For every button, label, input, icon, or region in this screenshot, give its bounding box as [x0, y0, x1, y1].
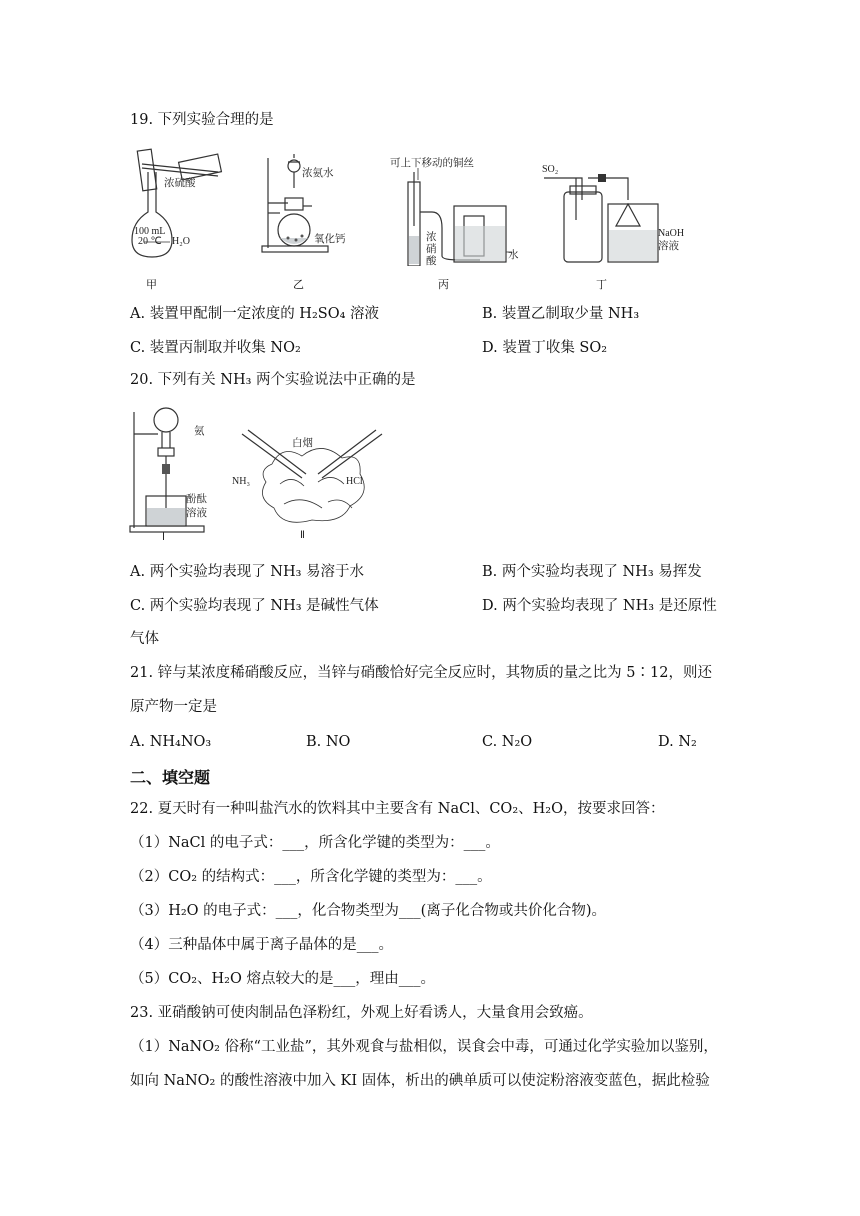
q22-sub1: （1）NaCl 的电子式：___，所含化学键的类型为：___。	[130, 835, 500, 851]
q23-stem: 23. 亚硝酸钠可使肉制品色泽粉红，外观上好看诱人，大量食用会致癌。	[130, 1005, 593, 1021]
jia-acid-label: 浓硫酸	[164, 177, 196, 189]
ii-hcl-label: HCl	[346, 476, 363, 487]
figure-jia	[130, 142, 230, 262]
ding-so2-label: SO₂	[542, 164, 559, 175]
q19-option-d[interactable]: D. 装置丁收集 SO₂	[482, 340, 608, 356]
bing-water-label: 水	[508, 249, 519, 261]
figure-ding	[540, 160, 700, 265]
q20-stem: 20. 下列有关 NH₃ 两个实验说法中正确的是	[130, 372, 416, 388]
q21-option-d[interactable]: D. N₂	[658, 734, 697, 750]
q22-stem: 22. 夏天时有一种叫盐汽水的饮料其中主要含有 NaCl、CO₂、H₂O，按要求回答：	[130, 801, 665, 817]
q19-option-c[interactable]: C. 装置丙制取并收集 NO₂	[130, 340, 301, 356]
caption-ding: 丁	[596, 278, 607, 291]
q19-option-a[interactable]: A. 装置甲配制一定浓度的 H₂SO₄ 溶液	[130, 306, 379, 322]
i-phenol-label-2: 溶液	[186, 507, 207, 519]
ii-nh3-label: NH₃	[232, 476, 250, 487]
q19-stem: 19. 下列实验合理的是	[130, 112, 274, 128]
ii-smoke-label: 白烟	[292, 437, 313, 449]
q20-option-c[interactable]: C. 两个实验均表现了 NH₃ 是碱性气体	[130, 598, 379, 614]
ii-roman-label: Ⅱ	[300, 530, 305, 541]
q21-stem-line2: 原产物一定是	[130, 699, 217, 715]
bing-acid-label-3: 酸	[426, 255, 437, 266]
figure-bing	[390, 156, 520, 266]
q22-sub5: （5）CO₂、H₂O 熔点较大的是___，理由___。	[130, 971, 435, 987]
q21-option-a[interactable]: A. NH₄NO₃	[130, 734, 212, 750]
bing-acid-label-2: 硝	[426, 243, 437, 255]
q21-option-c[interactable]: C. N₂O	[482, 734, 533, 750]
q22-sub3: （3）H₂O 的电子式：___，化合物类型为___(离子化合物或共价化合物)。	[130, 903, 606, 919]
yi-ammonia-label: 浓氨水	[302, 167, 334, 179]
q20-option-a[interactable]: A. 两个实验均表现了 NH₃ 易溶于水	[130, 564, 365, 580]
caption-jia: 甲	[146, 278, 157, 291]
q22-sub4: （4）三种晶体中属于离子晶体的是___。	[130, 937, 393, 953]
caption-bing: 丙	[438, 278, 449, 291]
jia-water-label: H₂O	[172, 236, 190, 247]
q20-option-d-continued: 气体	[130, 631, 159, 647]
figure-i	[128, 404, 218, 542]
bing-wire-label: 可上下移动的铜丝	[390, 157, 474, 169]
q21-stem-line1: 21. 锌与某浓度稀硝酸反应，当锌与硝酸恰好完全反应时，其物质的量之比为 5∶12，则还	[130, 665, 712, 681]
i-ammonia-label: 氨	[194, 425, 205, 437]
figure-ii	[232, 424, 392, 542]
caption-yi: 乙	[293, 278, 304, 291]
q22-sub2: （2）CO₂ 的结构式：___，所含化学键的类型为：___。	[130, 869, 492, 885]
i-phenol-label-1: 酚酞	[186, 493, 207, 505]
q20-option-b[interactable]: B. 两个实验均表现了 NH₃ 易挥发	[482, 564, 702, 580]
bing-acid-label-1: 浓	[426, 231, 437, 243]
q20-option-d[interactable]: D. 两个实验均表现了 NH₃ 是还原性	[482, 598, 717, 614]
jia-volume-label: 100 mL	[134, 226, 166, 237]
yi-cao-label: 氧化钙	[314, 233, 346, 245]
q21-option-b[interactable]: B. NO	[306, 734, 351, 750]
q23-sub1-line2: 如向 NaNO₂ 的酸性溶液中加入 KI 固体，析出的碘单质可以使淀粉溶液变蓝色，据此检验	[130, 1073, 710, 1089]
figure-yi	[258, 148, 368, 258]
ding-naoh-label: NaOH	[658, 228, 685, 239]
q19-option-b[interactable]: B. 装置乙制取少量 NH₃	[482, 306, 640, 322]
q23-sub1-line1: （1）NaNO₂ 俗称“工业盐”，其外观食与盐相似，误食会中毒，可通过化学实验加以鉴别，	[130, 1039, 718, 1055]
i-roman-label: Ⅰ	[162, 532, 165, 542]
section-heading: 二、填空题	[130, 768, 211, 787]
ding-solution-label: 溶液	[658, 240, 679, 252]
jia-temp-label: 20 ℃	[138, 236, 162, 247]
